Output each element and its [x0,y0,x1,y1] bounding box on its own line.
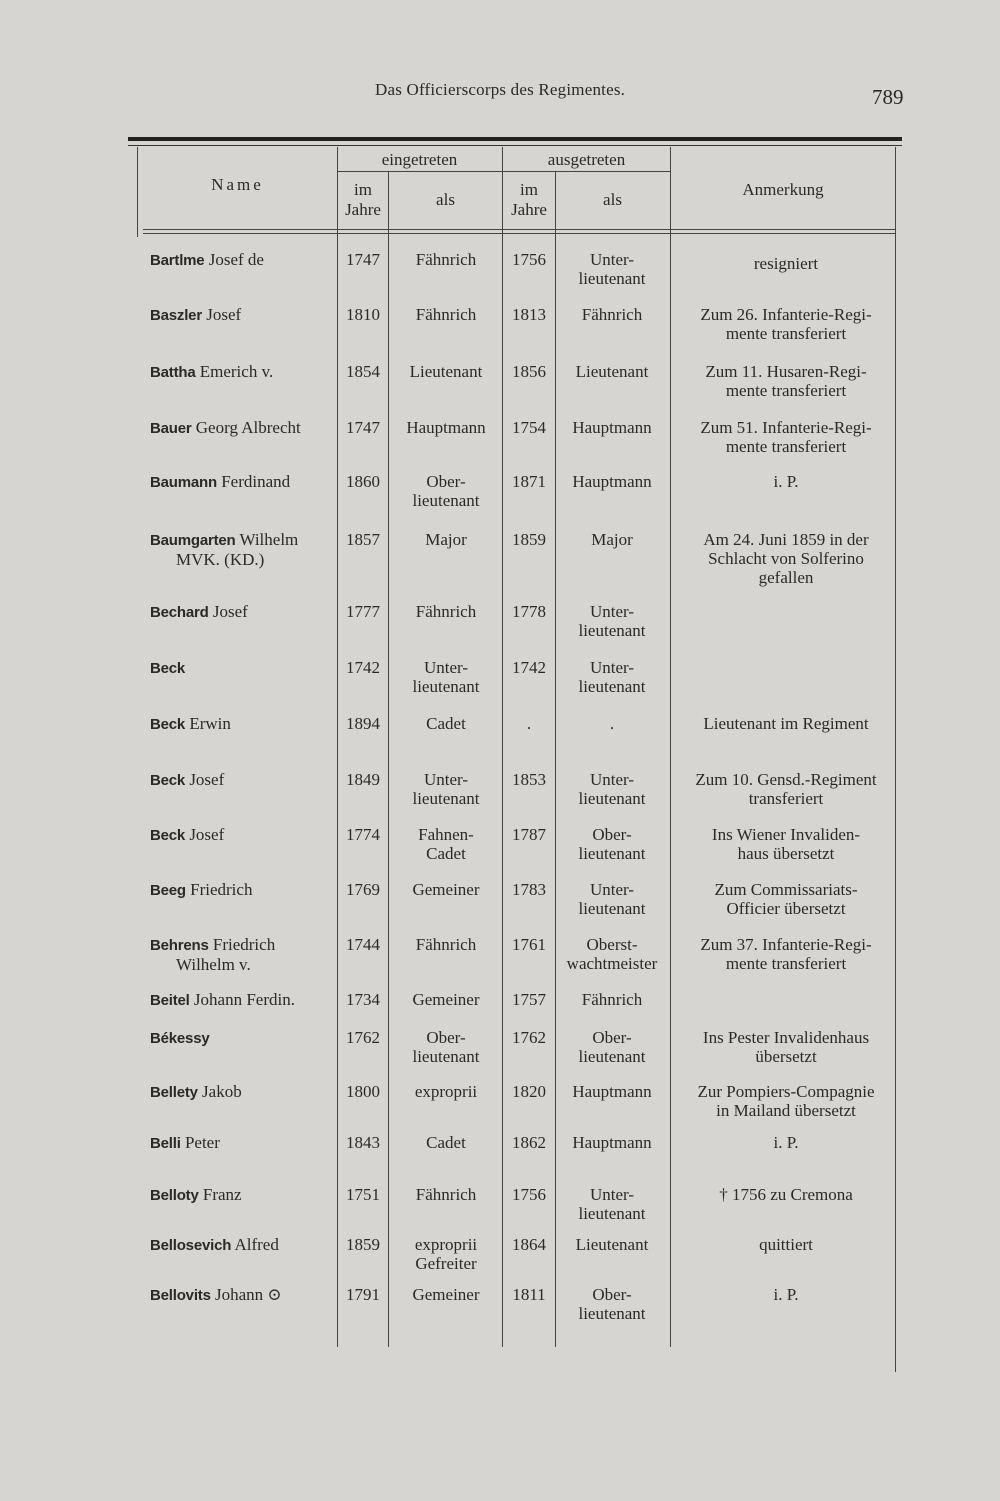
officer-name [150,602,335,622]
remark: i. P. [773,1285,799,1304]
officer-surname: Battha [150,364,196,381]
entry-rank: Hauptmann [406,418,486,437]
entry-rank: Gemeiner [412,990,480,1009]
entry-rank: Gemeiner [412,1285,480,1304]
officer-given-name: Alfred [231,1235,279,1254]
header-anmerkung: Anmerkung [742,180,824,199]
officer-surname: Beeg [150,882,186,899]
remark: Zum 11. Husaren-Regi- mente transferiert [705,362,867,400]
entry-year: 1751 [346,1185,380,1204]
entry-year: 1843 [346,1133,380,1152]
remark: Am 24. Juni 1859 in der Schlacht von Solferino gefallen [703,530,869,587]
officer-surname: Baumann [150,474,217,491]
exit-year: 1862 [512,1133,546,1152]
entry-rank: exproprii Gefreiter [414,1235,478,1273]
exit-rank: Hauptmann [572,1133,652,1152]
officer-given-name-cont: MVK. (KD.) [176,550,265,569]
entry-rank: Fähnrich [415,602,477,621]
exit-year: 1811 [512,1285,546,1304]
entry-rank: Major [425,530,467,549]
entry-rank: Fähnrich [415,1185,477,1204]
exit-year: 1742 [512,658,546,677]
exit-year: 1820 [512,1082,546,1101]
entry-year: 1747 [346,418,380,437]
exit-rank: . [609,714,615,733]
officer-name [150,362,335,382]
remark: Ins Wiener Invaliden- haus übersetzt [711,825,861,863]
exit-year: 1813 [512,305,546,324]
entry-year: 1747 [346,250,380,269]
remark: Zum 10. Gensd.-Regiment transferiert [695,770,877,808]
officer-name [150,935,335,974]
officer-given-name: Georg Albrecht [191,418,301,437]
officer-surname: Bechard [150,604,209,621]
page-header-title: Das Officierscorps des Regimentes. [375,80,626,99]
exit-rank: Lieutenant [575,1235,649,1254]
officer-surname: Baszler [150,307,202,324]
col-divider [337,147,338,1347]
officer-name [150,1285,335,1305]
officer-name [150,990,335,1010]
header-eingetreten: eingetreten [381,150,458,169]
officer-name [150,658,335,678]
exit-year: 1871 [512,472,546,491]
remark: resigniert [753,254,819,273]
col-divider [388,172,389,1347]
exit-rank: Unter- lieutenant [578,602,646,640]
entry-rank: Fahnen- Cadet [418,825,474,863]
officer-name [150,1185,335,1205]
officer-given-name: Johann ⊙ [210,1285,282,1304]
header-im-jahre-in: im Jahre [345,180,381,219]
entry-year: 1849 [346,770,380,789]
officer-given-name: Josef [201,305,242,324]
remark: Zum 37. Infanterie-Regi- mente transferiert [700,935,872,973]
header-ausgetreten: ausgetreten [547,150,626,169]
entry-year: 1857 [346,530,380,549]
officer-name [150,770,335,790]
remark: Zum 26. Infanterie-Regi- mente transferiert [700,305,872,343]
officer-given-name: Johann Ferdin. [189,990,295,1009]
exit-year: 1859 [512,530,546,549]
officer-given-name: Erwin [185,714,231,733]
officer-surname: Beck [150,716,186,733]
officer-name [150,1028,335,1048]
exit-year: . [526,714,532,733]
exit-rank: Unter- lieutenant [578,658,646,696]
remark: quittiert [759,1235,813,1254]
officer-given-name: Josef [185,770,225,789]
header-als-in: als [436,190,455,209]
entry-rank: Lieutenant [409,362,483,381]
officer-name [150,714,335,734]
entry-rank: Fähnrich [415,935,477,954]
remark: i. P. [773,1133,799,1152]
officer-given-name: Friedrich [185,880,253,899]
officer-name [150,305,335,325]
officer-surname: Behrens [150,937,209,954]
exit-rank: Oberst- wachtmeister [566,935,658,973]
exit-year: 1783 [512,880,546,899]
page-number: 789 [872,85,904,109]
exit-year: 1757 [512,990,546,1009]
exit-rank: Hauptmann [572,1082,652,1101]
exit-rank: Major [591,530,633,549]
officer-surname: Beck [150,660,186,677]
exit-rank: Hauptmann [572,472,652,491]
officer-surname: Beitel [150,992,190,1009]
entry-year: 1769 [346,880,380,899]
officer-name [150,530,335,569]
exit-rank: Unter- lieutenant [578,880,646,918]
header-als-out: als [603,190,622,209]
officer-given-name: Ferdinand [216,472,291,491]
header-rule [143,229,895,230]
exit-rank: Unter- lieutenant [578,1185,646,1223]
officer-given-name: Josef [185,825,225,844]
exit-rank: Unter- lieutenant [578,770,646,808]
entry-rank: Ober- lieutenant [412,472,480,510]
exit-rank: Hauptmann [572,418,652,437]
exit-rank: Fähnrich [581,305,643,324]
exit-year: 1756 [512,1185,546,1204]
entry-rank: Fähnrich [415,250,477,269]
exit-year: 1761 [512,935,546,954]
remark: Lieutenant im Regiment [703,714,869,733]
officer-surname: Belli [150,1135,181,1152]
group-header-rule [337,171,670,172]
col-divider [502,147,503,1347]
entry-year: 1800 [346,1082,380,1101]
officer-given-name: Friedrich [208,935,276,954]
officer-surname: Bauer [150,420,192,437]
remark: Zum Commissariats- Officier übersetzt [714,880,858,918]
exit-rank: Unter- lieutenant [578,250,646,288]
header-rule [143,233,895,234]
entry-year: 1777 [346,602,380,621]
remark: Zur Pompiers-Compagnie in Mailand übersetzt [697,1082,875,1120]
officer-given-name: Josef de [204,250,264,269]
top-rule [128,137,902,141]
officer-name [150,825,335,845]
entry-year: 1744 [346,935,380,954]
officer-surname: Belloty [150,1187,199,1204]
entry-year: 1734 [346,990,380,1009]
officer-given-name: Emerich v. [195,362,274,381]
entry-year: 1854 [346,362,380,381]
exit-year: 1864 [512,1235,546,1254]
col-divider [555,172,556,1347]
officer-name [150,472,335,492]
exit-rank: Ober- lieutenant [578,1028,646,1066]
exit-year: 1787 [512,825,546,844]
officer-name [150,1235,335,1255]
entry-year: 1774 [346,825,380,844]
exit-year: 1856 [512,362,546,381]
officer-given-name-cont: Wilhelm v. [176,955,251,974]
header-name: Name [211,175,264,194]
exit-rank: Lieutenant [575,362,649,381]
officer-given-name: Peter [180,1133,220,1152]
officer-surname: Beck [150,827,186,844]
entry-rank: Unter- lieutenant [412,770,480,808]
officer-surname: Bartlme [150,252,205,269]
exit-year: 1853 [512,770,546,789]
entry-rank: Fähnrich [415,305,477,324]
entry-rank: Ober- lieutenant [412,1028,480,1066]
top-rule-thin [128,145,902,146]
remark: i. P. [773,472,799,491]
entry-rank: exproprii [414,1082,478,1101]
officer-name [150,1133,335,1153]
entry-year: 1860 [346,472,380,491]
officer-given-name: Wilhelm [235,530,299,549]
officer-surname: Bellosevich [150,1237,232,1254]
officer-given-name: Jakob [197,1082,242,1101]
officer-surname: Bellety [150,1084,198,1101]
officer-surname: Békessy [150,1030,210,1047]
col-divider [670,147,671,1347]
remark: † 1756 zu Cremona [719,1185,853,1204]
entry-year: 1762 [346,1028,380,1047]
exit-rank: Ober- lieutenant [578,825,646,863]
remark: Ins Pester Invalidenhaus übersetzt [702,1028,870,1066]
officer-name [150,1082,335,1102]
entry-rank: Cadet [426,714,466,733]
entry-rank: Unter- lieutenant [412,658,480,696]
exit-rank: Fähnrich [581,990,643,1009]
exit-rank: Ober- lieutenant [578,1285,646,1323]
officer-surname: Baumgarten [150,532,236,549]
entry-year: 1859 [346,1235,380,1254]
exit-year: 1762 [512,1028,546,1047]
entry-rank: Gemeiner [412,880,480,899]
entry-year: 1742 [346,658,380,677]
table-border-right [895,147,896,1372]
exit-year: 1754 [512,418,546,437]
entry-rank: Cadet [426,1133,466,1152]
officer-name [150,418,335,438]
officer-surname: Beck [150,772,186,789]
officer-given-name: Josef [208,602,248,621]
exit-year: 1756 [512,250,546,269]
officer-name [150,250,335,270]
exit-year: 1778 [512,602,546,621]
remark: Zum 51. Infanterie-Regi- mente transferiert [700,418,872,456]
table-border-left [137,147,138,237]
entry-year: 1791 [346,1285,380,1304]
officer-given-name: Franz [198,1185,242,1204]
entry-year: 1810 [346,305,380,324]
officer-surname: Bellovits [150,1287,211,1304]
officer-name [150,880,335,900]
entry-year: 1894 [346,714,380,733]
header-im-jahre-out: im Jahre [511,180,547,219]
